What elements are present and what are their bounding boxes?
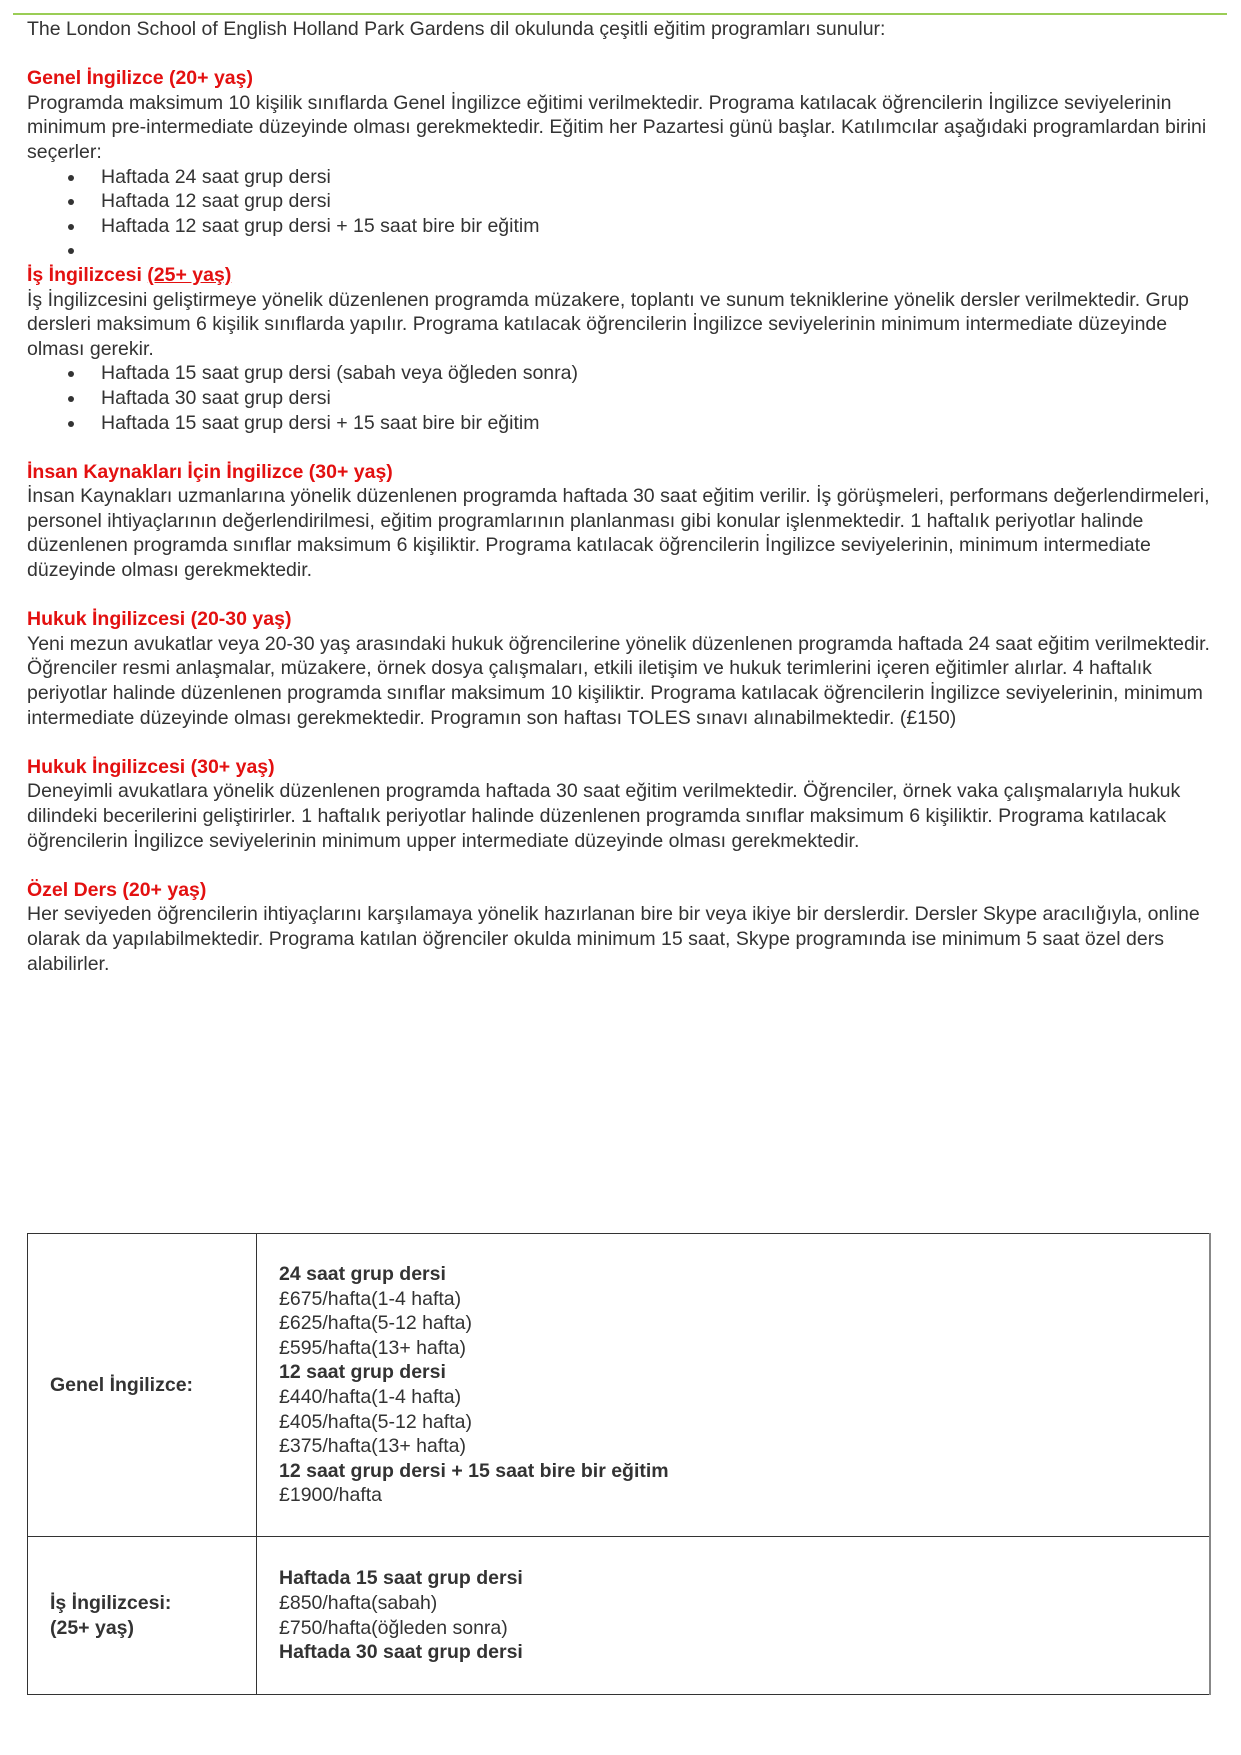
price-line: £1900/hafta (279, 1484, 383, 1507)
section-paragraph: Deneyimli avukatlara yönelik düzenlenen programda haftada 30 saat eğitim verilmektedir. Öğrenciler, örnek vaka çalışmalarıyla hukuk dilindeki becerilerini geliştirirler. 1 haftalık periyotlar halinde düzenlenen programda sınıflar maksimum 6 kişiliktir. Programa katılacak öğrencilerin İngilizce seviyelerinin minimum upper intermediate düzeyinde olması gerekmektedir. (27, 780, 1181, 852)
section-heading: İnsan Kaynakları İçin İngilizce (30+ yaş) (27, 460, 393, 483)
price-group-title: Haftada 15 saat grup dersi (279, 1567, 523, 1590)
price-line: £625/hafta(5-12 hafta) (279, 1312, 472, 1335)
section-paragraph: Her seviyeden öğrencilerin ihtiyaçlarını karşılamaya yönelik hazırlanan bire bir veya ikiye bir derslerdir. Dersler Skype aracılığıyla, online olarak da yapılabilmektedir. Programa katılan öğrenciler okulda minimum 15 saat, Skype programında ise minimum 5 saat özel ders alabilirler. (27, 903, 1200, 975)
section-private-lessons (27, 878, 1227, 976)
program-options-list (27, 165, 1227, 263)
row-details (257, 1234, 1211, 1537)
heading-main: İş İngilizcesi (27, 263, 148, 286)
section-general-english (27, 66, 1227, 263)
list-item: Haftada 12 saat grup dersi + 15 saat bire bir eğitim (27, 214, 1227, 239)
list-item: Haftada 30 saat grup dersi (27, 386, 1227, 411)
section-heading: Genel İngilizce (20+ yaş) (27, 67, 253, 90)
heading-age-underlined: (25+ yaş) (147, 263, 232, 286)
document-body (27, 17, 1227, 976)
list-item: Haftada 12 saat grup dersi (27, 189, 1227, 214)
section-legal-english-30plus (27, 755, 1227, 853)
price-group-title: Haftada 30 saat grup dersi (279, 1641, 523, 1664)
row-label (28, 1537, 257, 1695)
price-line: £440/hafta(1-4 hafta) (279, 1386, 462, 1408)
section-hr-english (27, 460, 1227, 583)
section-paragraph: Yeni mezun avukatlar veya 20-30 yaş arasındaki hukuk öğrencilerine yönelik düzenlenen programda haftada 24 saat eğitim verilmektedir. Öğrenciler resmi anlaşmalar, müzakere, örnek dosya çalışmaları, etkili iletişim ve hukuk terimlerini içeren eğitimler alırlar. 4 haftalık periyotlar halinde düzenlenen programda sınıflar maksimum 10 kişiliktir. Programa katılacak öğrencilerin İngilizce seviyelerinin, minimum intermediate düzeyinde olması gerekmektedir. Programın son haftası TOLES sınavı alınabilmektedir. (£150) (27, 632, 1210, 729)
price-group-title: 24 saat grup dersi (279, 1263, 446, 1286)
price-line: £595/hafta(13+ hafta) (279, 1336, 467, 1359)
section-heading: Hukuk İngilizcesi (30+ yaş) (27, 755, 275, 778)
section-business-english (27, 263, 1227, 435)
list-item: Haftada 15 saat grup dersi + 15 saat bire bir eğitim (27, 411, 1227, 436)
row-label-age: (25+ yaş) (50, 1616, 135, 1639)
section-legal-english-20-30 (27, 607, 1227, 730)
list-item: Haftada 15 saat grup dersi (sabah veya öğleden sonra) (27, 361, 1227, 386)
table-row (28, 1537, 1211, 1695)
price-line: £675/hafta(1-4 hafta) (279, 1287, 462, 1310)
price-group-title: 12 saat grup dersi (279, 1361, 446, 1384)
table-row (28, 1234, 1211, 1537)
price-group-title: 12 saat grup dersi + 15 saat bire bir eğitim (279, 1459, 669, 1482)
program-options-list (27, 361, 1227, 435)
price-line: £405/hafta(5-12 hafta) (279, 1410, 472, 1433)
row-label-text: Genel İngilizce: (50, 1373, 194, 1396)
row-details (257, 1537, 1211, 1695)
list-item-empty (27, 238, 1227, 263)
price-line: £375/hafta(13+ hafta) (279, 1435, 467, 1458)
section-paragraph: Programda maksimum 10 kişilik sınıflarda Genel İngilizce eğitimi verilmektedir. Programa katılacak öğrencilerin İngilizce seviyelerinin minimum pre-intermediate düzeyinde olması gerekmektedir. Eğitim her Pazartesi günü başlar. Katılımcılar aşağıdaki programlardan birini seçerler: (27, 91, 1207, 163)
section-paragraph: İnsan Kaynakları uzmanlarına yönelik düzenlenen programda haftada 30 saat eğitim verilir. İş görüşmeleri, performans değerlendirmeleri, personel ihtiyaçlarının değerlendirilmesi, eğitim programlarının planlanması gibi konular işlenmektedir. 1 haftalık periyotlar halinde düzenlenen programda sınıflar maksimum 6 kişiliktir. Programa katılacak öğrencilerin İngilizce seviyelerinin, minimum intermediate düzeyinde olması gerekmektedir. (27, 485, 1210, 582)
section-heading (27, 263, 1227, 288)
list-item: Haftada 24 saat grup dersi (27, 165, 1227, 190)
price-line: £850/hafta(sabah) (279, 1591, 438, 1614)
price-line: £750/hafta(öğleden sonra) (279, 1616, 508, 1639)
header-rule (13, 13, 1227, 15)
section-heading: Özel Ders (20+ yaş) (27, 878, 207, 901)
section-heading: Hukuk İngilizcesi (20-30 yaş) (27, 608, 292, 631)
row-label-text: İş İngilizcesi: (50, 1591, 172, 1614)
price-table (27, 1233, 1211, 1695)
intro-text: The London School of English Holland Park Gardens dil okulunda çeşitli eğitim programları sunulur: (27, 18, 886, 40)
section-paragraph: İş İngilizcesini geliştirmeye yönelik düzenlenen programda müzakere, toplantı ve sunum tekniklerine yönelik dersler verilmektedir. Grup dersleri maksimum 6 kişilik sınıflarda yapılır. Programa katılacak öğrencilerin İngilizce seviyelerinin minimum intermediate düzeyinde olması gerekir. (27, 288, 1189, 360)
row-label (28, 1234, 257, 1537)
